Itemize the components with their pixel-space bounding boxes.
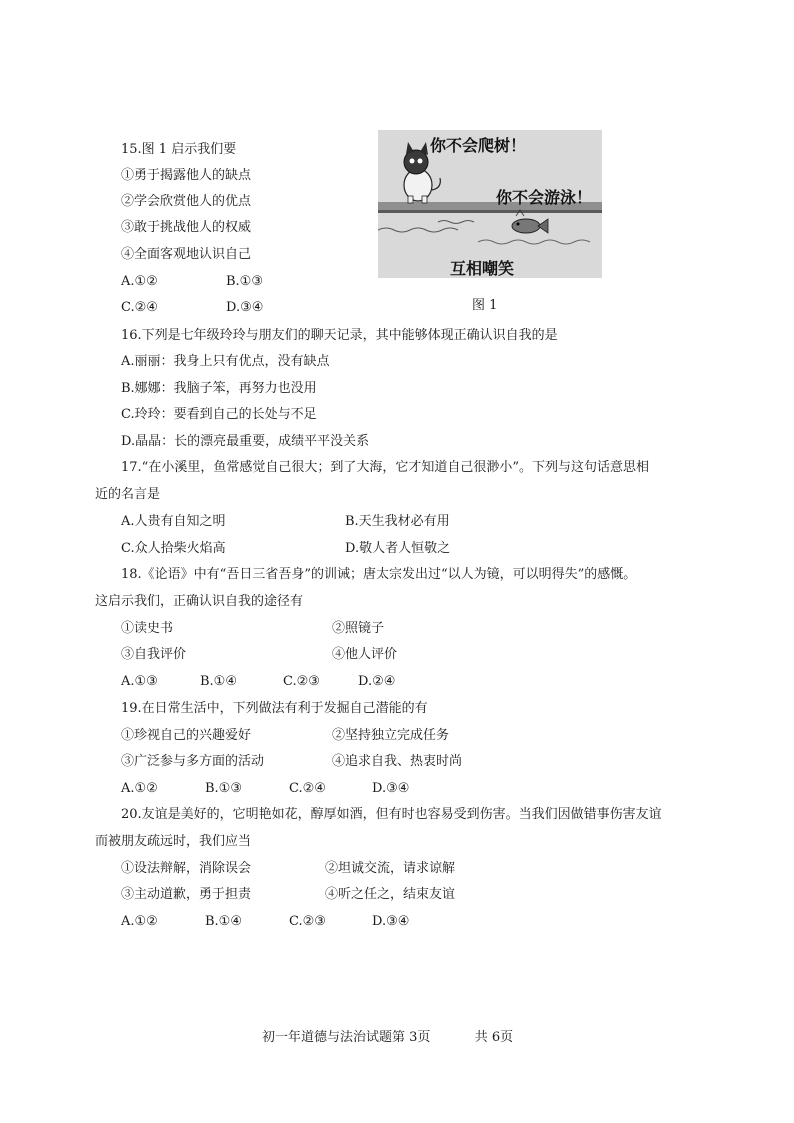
q15-option-2: ②学会欣赏他人的优点 [121,194,252,209]
q16-answer-b: B.娜娜：我脑子笨，再努力也没用 [121,381,317,396]
q19-answer-b: B.①③ [205,781,242,796]
page-number: 初一年道德与法治试题第 3页 [262,1030,431,1045]
q15-option-3: ③敢于挑战他人的权威 [121,220,252,235]
q17-stem-line-2: 近的名言是 [95,487,161,502]
q15-option-1: ①勇于揭露他人的缺点 [121,168,252,183]
q17-answer-b: B.天生我材必有用 [345,514,450,529]
total-pages: 共 6页 [474,1030,514,1045]
q18-stem-line-1: 18.《论语》中有“吾日三省吾身”的训诫；唐太宗发出过“以人为镜，可以明得失”的感慨。 [121,567,637,582]
q17-answer-a: A.人贵有自知之明 [121,514,226,529]
q17-answer-c: C.众人拾柴火焰高 [121,541,226,556]
q18-answer-c: C.②③ [283,674,320,689]
q15-option-4: ④全面客观地认识自己 [121,247,252,262]
q18-answer-b: B.①④ [200,674,237,689]
q18-option-3: ③自我评价 [121,647,187,662]
q20-option-3: ③主动道歉，勇于担责 [121,887,252,902]
q18-answer-a: A.①③ [121,674,158,689]
q20-answer-b: B.①④ [205,914,242,929]
q15-answer-b: B.①③ [226,274,263,289]
q19-option-4: ④追求自我、热衷时尚 [332,754,463,769]
q20-stem-line-2: 而被朋友疏远时，我们应当 [95,834,252,849]
q17-stem-line-1: 17.“在小溪里，鱼常感觉自己很大；到了大海，它才知道自己很渺小”。下列与这句话意思相 [121,460,649,475]
q18-answer-d: D.②④ [358,674,396,689]
q16-stem: 16.下列是七年级玲玲与朋友们的聊天记录，其中能够体现正确认识自我的是 [121,328,558,343]
q18-stem-line-2: 这启示我们，正确认识自我的途径有 [95,594,304,609]
q16-answer-d: D.晶晶：长的漂亮最重要，成绩平平没关系 [121,434,370,449]
q19-option-3: ③广泛参与多方面的活动 [121,754,265,769]
q20-option-2: ②坦诚交流，请求谅解 [325,861,456,876]
fish-speech-bubble: 你不会游泳！ [496,188,593,207]
q15-answer-c: C.②④ [121,300,158,315]
cat-speech-bubble: 你不会爬树！ [430,136,527,155]
q19-option-2: ②坚持独立完成任务 [332,728,450,743]
figure-label: 图 1 [472,298,498,313]
q19-answer-a: A.①② [121,781,158,796]
q19-answer-c: C.②④ [289,781,326,796]
figure-caption-title: 互相嘲笑 [450,259,515,278]
q20-answer-c: C.②③ [289,914,326,929]
q20-option-1: ①设法辩解，消除误会 [121,861,252,876]
q19-option-1: ①珍视自己的兴趣爱好 [121,728,252,743]
q15-answer-d: D.③④ [226,300,264,315]
q20-answer-d: D.③④ [372,914,410,929]
q15-answer-a: A.①② [121,274,158,289]
q20-option-4: ④听之任之，结束友谊 [325,887,456,902]
q20-answer-a: A.①② [121,914,158,929]
q16-answer-a: A.丽丽：我身上只有优点，没有缺点 [121,354,330,369]
q18-option-4: ④他人评价 [332,647,398,662]
q15-stem: 15.图 1 启示我们要 [121,142,237,157]
q18-option-1: ①读史书 [121,621,174,636]
q17-answer-d: D.敬人者人恒敬之 [345,541,451,556]
q20-stem-line-1: 20.友谊是美好的，它明艳如花，醇厚如酒，但有时也容易受到伤害。当我们因做错事伤害友谊 [121,807,662,822]
page-footer [262,1026,513,1045]
q19-stem: 19.在日常生活中，下列做法有利于发掘自己潜能的有 [121,701,428,716]
q19-answer-d: D.③④ [372,781,410,796]
fish-icon [512,210,548,233]
q16-answer-c: C.玲玲：要看到自己的长处与不足 [121,407,317,422]
q18-option-2: ②照镜子 [332,621,385,636]
figure-1-image [378,130,602,278]
